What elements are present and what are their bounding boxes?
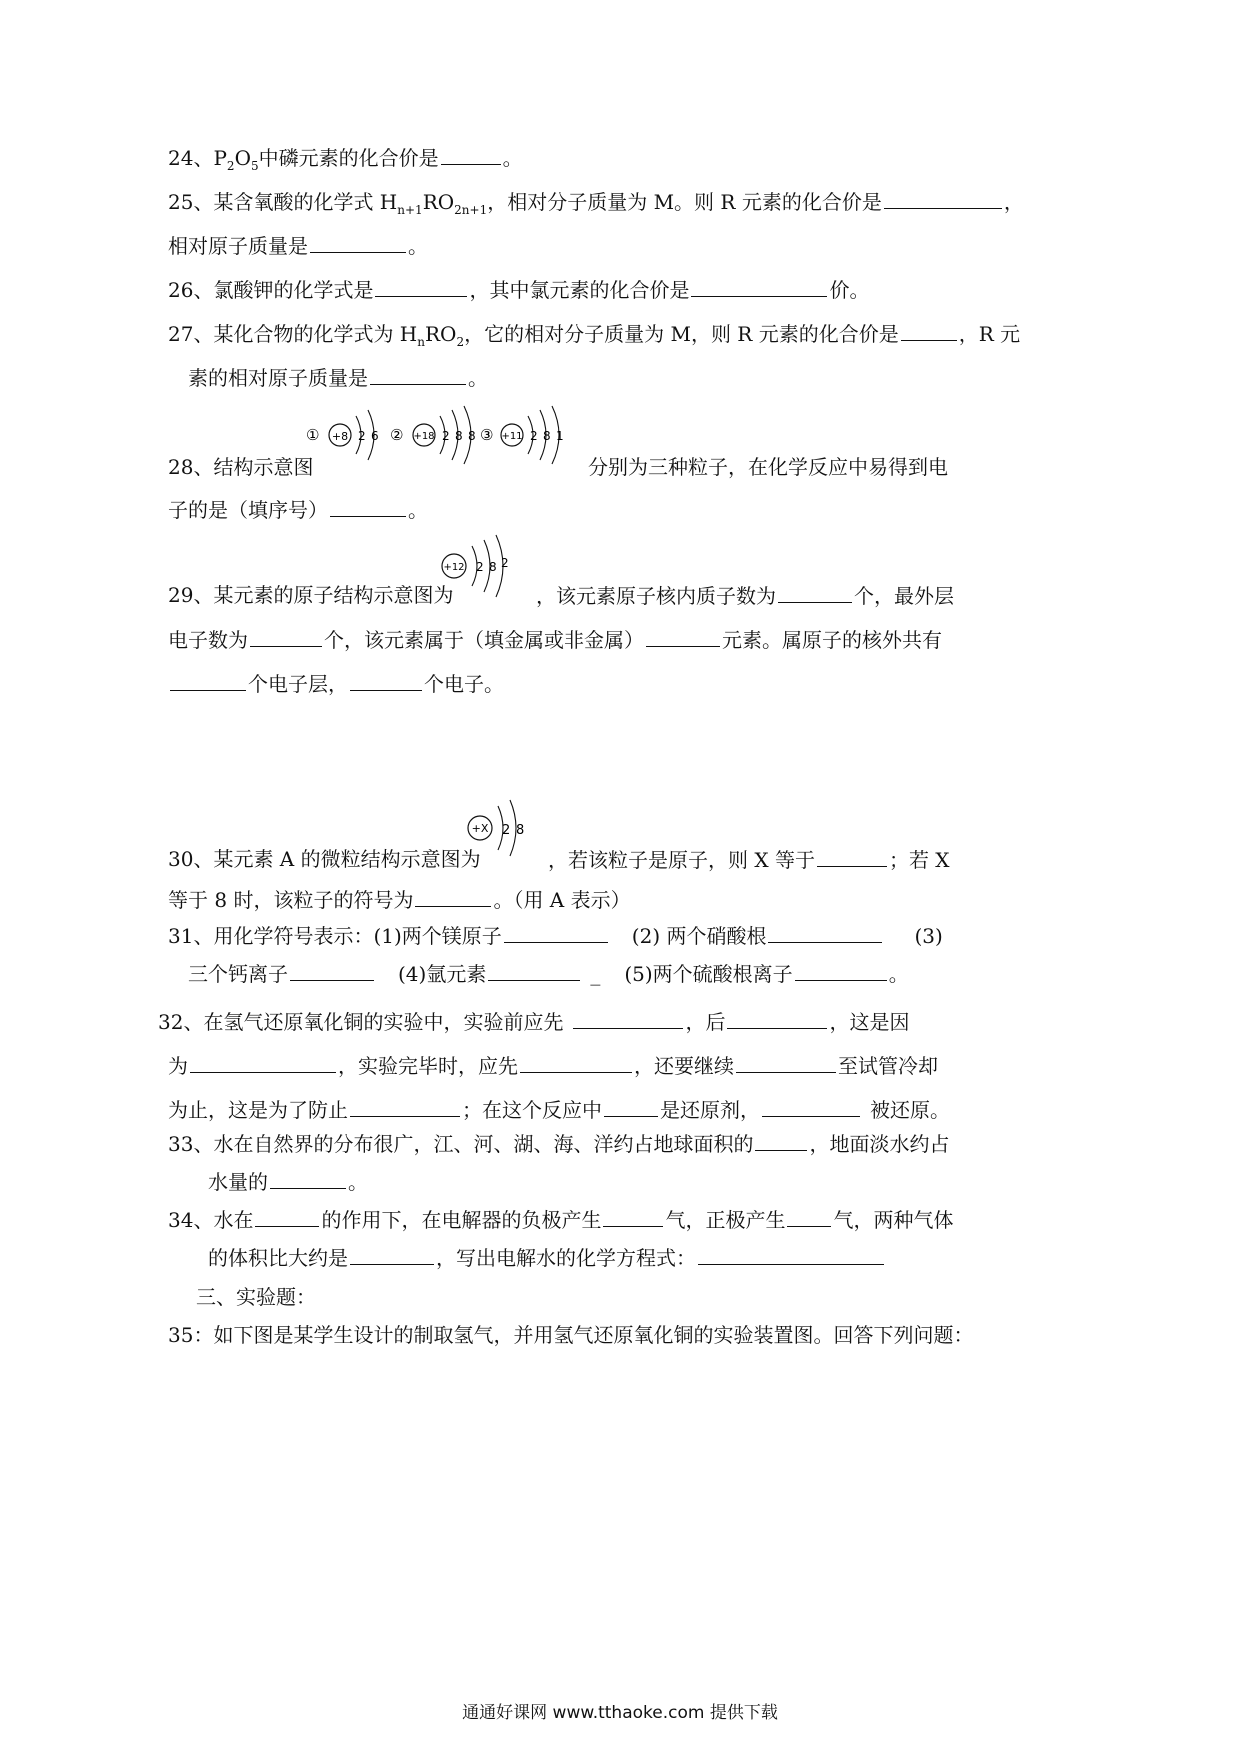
- answer-blank[interactable]: [603, 1206, 663, 1227]
- answer-blank[interactable]: [795, 960, 887, 981]
- diagram-3: [480, 406, 564, 464]
- shell-count: 2: [442, 429, 450, 443]
- question-29-line3: 个电子层， 个电子。: [168, 670, 504, 697]
- nucleus-charge: +X: [471, 822, 489, 835]
- shell-count: 2: [502, 823, 511, 838]
- answer-blank[interactable]: [762, 1096, 860, 1117]
- diagram-label: ①: [306, 426, 320, 444]
- answer-blank[interactable]: [350, 670, 422, 691]
- answer-blank[interactable]: [755, 1130, 807, 1151]
- question-30-line2: 等于 8 时，该粒子的符号为 。（用 A 表示）: [168, 888, 631, 912]
- answer-blank[interactable]: [778, 582, 852, 603]
- atomic-structure-diagram: [440, 532, 540, 602]
- answer-blank[interactable]: [727, 1008, 827, 1029]
- answer-blank[interactable]: [604, 1096, 658, 1117]
- shell-count: 8: [543, 429, 551, 443]
- shell-count: 1: [556, 429, 564, 443]
- question-28-cont: 分别为三种粒子，在化学反应中易得到电: [588, 455, 948, 479]
- question-31-line2: 三个钙离子 (4)氩元素 _ (5)两个硫酸根离子 。: [188, 962, 909, 986]
- section-heading: 三、实验题：: [196, 1285, 316, 1309]
- answer-blank[interactable]: [170, 670, 246, 691]
- question-29-line2: 电子数为 个，该元素属于（填金属或非金属） 元素。属原子的核外共有: [168, 628, 942, 652]
- answer-blank[interactable]: [884, 188, 1002, 209]
- question-32-line2: 为 ，实验完毕时，应先 ，还要继续 至试管冷却: [168, 1054, 938, 1078]
- diagram-2: [390, 406, 476, 464]
- question-33: 33、水在自然界的分布很广，江、河、湖、海、洋约占地球面积的 ，地面淡水约占: [168, 1132, 950, 1156]
- diagram-label: ③: [480, 426, 494, 444]
- answer-blank[interactable]: [787, 1206, 831, 1227]
- answer-blank[interactable]: [350, 1244, 434, 1265]
- question-27: 27、某化合物的化学式为 $H_nRO_2$，它的相对分子质量为 M，则 R 元素的化合价是 ，R 元: [168, 322, 1021, 349]
- question-28: 28、结构示意图: [168, 455, 314, 479]
- question-30-cont: ，若该粒子是原子，则 X 等于 ；若 X: [548, 848, 950, 872]
- shell-count: 2: [476, 560, 484, 574]
- answer-blank[interactable]: [270, 1168, 346, 1189]
- answer-blank[interactable]: [504, 922, 608, 943]
- answer-blank[interactable]: [375, 276, 467, 297]
- answer-blank[interactable]: [190, 1052, 336, 1073]
- question-29: 29、某元素的原子结构示意图为: [168, 583, 454, 607]
- question-25: 25、某含氧酸的化学式 $H_{n+1}RO_{2n+1}$，相对分子质量为 M。则 R 元素的化合价是 ，: [168, 190, 1024, 217]
- question-28-line2: 子的是（填序号） 。: [168, 498, 428, 522]
- shell-count: 2: [501, 556, 509, 570]
- question-34: 34、水在 的作用下，在电解器的负极产生 气，正极产生 气，两种气体: [168, 1208, 954, 1232]
- answer-blank[interactable]: [350, 1096, 460, 1117]
- shell-count: 8: [468, 429, 476, 443]
- shell-count: 6: [371, 429, 379, 443]
- answer-blank[interactable]: [901, 320, 957, 341]
- question-31: 31、用化学符号表示：(1)两个镁原子 (2) 两个硝酸根 (3): [168, 924, 943, 948]
- question-29-cont: ，该元素原子核内质子数为 个，最外层: [536, 584, 954, 608]
- question-35: 35：如下图是某学生设计的制取氢气，并用氢气还原氧化铜的实验装置图。回答下列问题：: [168, 1323, 974, 1347]
- answer-blank[interactable]: [370, 364, 466, 385]
- answer-blank[interactable]: [488, 960, 580, 981]
- nucleus-charge: +12: [443, 562, 465, 573]
- question-33-line2: 水量的 。: [208, 1170, 368, 1194]
- nucleus-charge: +11: [501, 431, 523, 442]
- answer-blank[interactable]: [255, 1206, 319, 1227]
- diagram-label: ②: [390, 426, 404, 444]
- answer-blank[interactable]: [817, 846, 887, 867]
- answer-blank[interactable]: [415, 886, 491, 907]
- shell-count: 8: [516, 823, 525, 838]
- diagram-1: [306, 410, 379, 460]
- answer-blank[interactable]: [691, 276, 827, 297]
- question-26: 26、氯酸钾的化学式是 ，其中氯元素的化合价是 价。: [168, 278, 870, 302]
- answer-blank[interactable]: [698, 1244, 884, 1265]
- shell-count: 8: [455, 429, 463, 443]
- nucleus-charge: +8: [331, 430, 349, 443]
- nucleus-charge: +18: [413, 431, 435, 442]
- answer-blank[interactable]: [441, 144, 501, 165]
- question-27-line2: 素的相对原子质量是 。: [188, 366, 488, 390]
- answer-blank[interactable]: [736, 1052, 836, 1073]
- question-30: 30、某元素 A 的微粒结构示意图为: [168, 847, 481, 871]
- question-32-line3: 为止，这是为了防止 ；在这个反应中 是还原剂， 被还原。: [168, 1098, 950, 1122]
- answer-blank[interactable]: [520, 1052, 632, 1073]
- answer-blank[interactable]: [310, 232, 406, 253]
- shell-count: 2: [530, 429, 538, 443]
- answer-blank[interactable]: [330, 496, 406, 517]
- answer-blank[interactable]: [250, 626, 322, 647]
- answer-blank[interactable]: [573, 1008, 683, 1029]
- answer-blank[interactable]: [768, 922, 882, 943]
- shell-count: 2: [358, 429, 366, 443]
- atomic-structure-diagrams: [306, 402, 576, 472]
- question-32: 32、在氢气还原氧化铜的实验中，实验前应先 ，后 ，这是因: [158, 1010, 910, 1034]
- question-34-line2: 的体积比大约是 ，写出电解水的化学方程式：: [208, 1244, 886, 1271]
- answer-blank[interactable]: [646, 626, 720, 647]
- question-25-line2: 相对原子质量是 。: [168, 234, 428, 258]
- question-24: 24、$P_2O_5$中磷元素的化合价是 。: [168, 146, 523, 173]
- shell-count: 8: [489, 560, 497, 574]
- page-footer: 通通好课网 www.tthaoke.com 提供下载: [462, 1703, 778, 1723]
- answer-blank[interactable]: [290, 960, 374, 981]
